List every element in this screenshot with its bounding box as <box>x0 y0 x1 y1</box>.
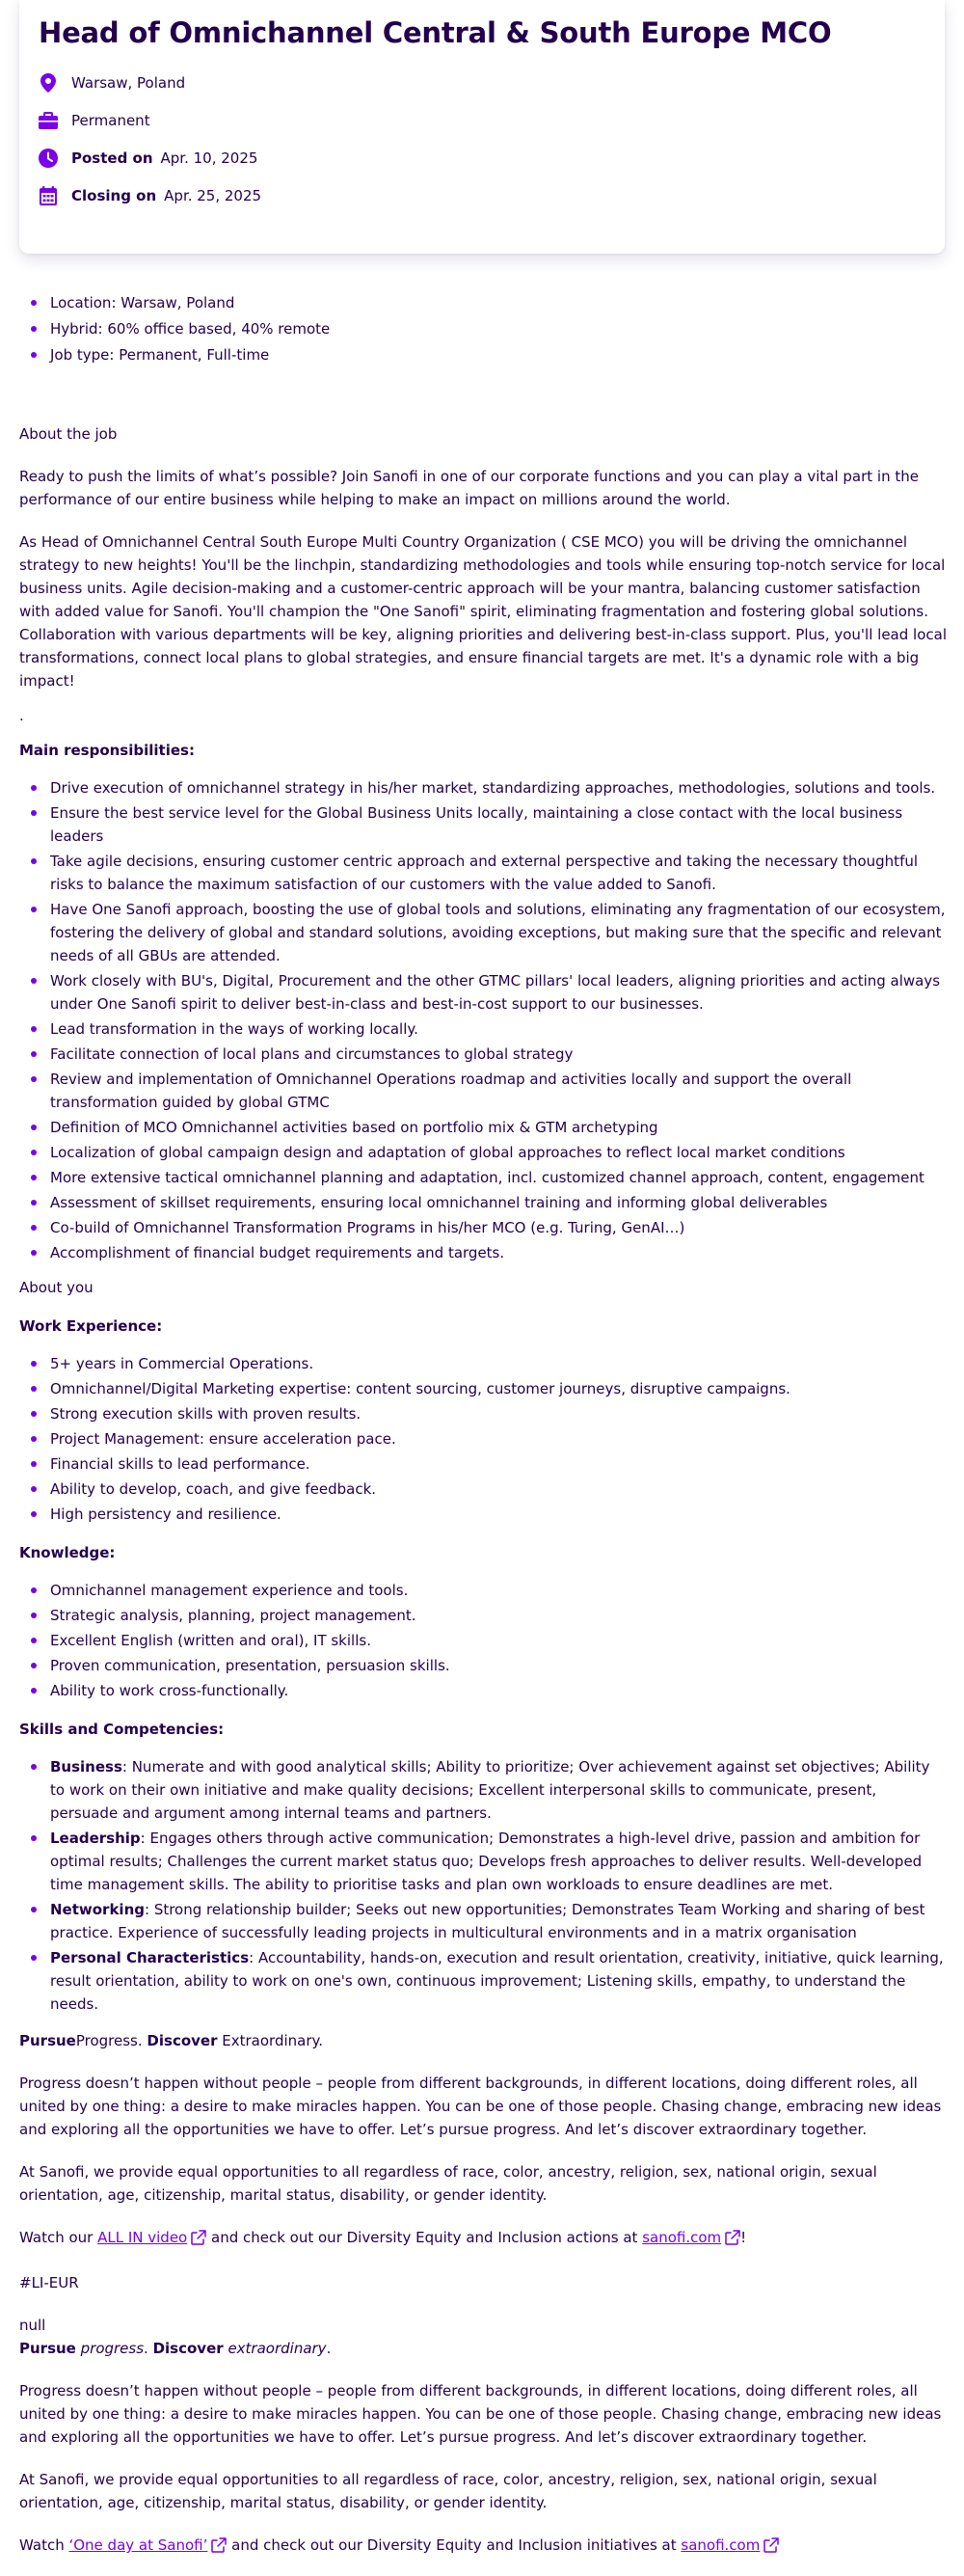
list-item: Take agile decisions, ensuring customer centric approach and external perspective and taking the necessary thoughtful risks to balance the maximum satisfaction of our customers with the value added to Sanofi. <box>19 850 947 896</box>
responsibilities-list <box>19 776 947 1264</box>
page-title: Head of Omnichannel Central & South Europe MCO <box>39 16 832 49</box>
list-item: Accomplishment of financial budget requirements and targets. <box>19 1241 947 1264</box>
briefcase-icon <box>39 111 58 130</box>
watch-line <box>19 2534 947 2560</box>
sanofi-site-link[interactable]: sanofi.com <box>681 2536 761 2554</box>
skill-text: : Accountability, hands-on, execution and result orientation, creativity, initiative, quick learning, result orientation, ability to work on one's own, continuous improvement; Listening skills, empathy, to understand the needs. <box>50 1949 944 2013</box>
list-item: Review and implementation of Omnichannel Operations roadmap and activities locally and support the overall transformation guided by global GTMC <box>19 1068 947 1114</box>
work-experience-list <box>19 1352 947 1526</box>
list-item: Drive execution of omnichannel strategy in his/her market, standardizing approaches, methodologies, solutions and tools. <box>19 776 947 800</box>
about-job-paragraph: Ready to push the limits of what’s possible? Join Sanofi in one of our corporate functions and you can play a vital part in the performance of our entire business while helping to make an impact on millions around the world. <box>19 468 919 508</box>
summary-list <box>19 291 947 366</box>
external-link-icon[interactable] <box>763 2536 779 2560</box>
job-description <box>19 280 947 2560</box>
list-item: Facilitate connection of local plans and circumstances to global strategy <box>19 1043 947 1066</box>
list-item: Ability to develop, coach, and give feedback. <box>19 1478 947 1501</box>
tagline-period: . <box>326 2340 332 2357</box>
tagline-pursue: Pursue <box>19 2340 76 2357</box>
location-row <box>39 64 925 101</box>
list-item: Lead transformation in the ways of working locally. <box>19 1017 947 1041</box>
tagline-pursue: Pursue <box>19 2032 76 2049</box>
tagline-extraordinary: extraordinary <box>223 2340 327 2357</box>
watch-mid: and check out our Diversity Equity and Inclusion initiatives at <box>227 2536 682 2554</box>
list-item: Job type: Permanent, Full-time <box>19 343 947 366</box>
tagline <box>19 2337 947 2360</box>
watch-mid: and check out our Diversity Equity and Inclusion actions at <box>206 2229 643 2246</box>
posted-label: Posted on <box>71 149 153 167</box>
list-item: More extensive tactical omnichannel planning and adaptation, incl. customized channel approach, content, engagement <box>19 1166 947 1189</box>
posted-date: Apr. 10, 2025 <box>160 149 258 167</box>
skills-heading: Skills and Competencies: <box>19 1721 225 1738</box>
skill-text: : Strong relationship builder; Seeks out new opportunities; Demonstrates Team Working and sharing of best practice. Experience of successfully leading projects in multicultural environments and in a matrix organisation <box>50 1901 925 1941</box>
list-item: Proven communication, presentation, persuasion skills. <box>19 1654 947 1677</box>
calendar-icon <box>39 186 58 205</box>
job-type-text: Permanent <box>71 111 150 129</box>
about-job-heading: About the job <box>19 425 118 443</box>
hashtag: #LI-EUR <box>19 2274 79 2291</box>
job-type-row <box>39 101 925 139</box>
skill-text: : Numerate and with good analytical skills; Ability to prioritize; Over achievement against set objectives; Ability to work on their own initiative and make quality decisions; Excellent interpersonal skills to communicate, present, persuade and argument among internal teams and partners. <box>50 1758 930 1822</box>
list-item <box>19 1946 947 2016</box>
skill-label: Networking <box>50 1901 145 1918</box>
closing-paragraph: At Sanofi, we provide equal opportunities to all regardless of race, color, ancestry, religion, sex, national origin, sexual orientation, age, citizenship, marital status, disability, or gender identity. <box>19 2471 877 2511</box>
watch-prefix: Watch our <box>19 2229 98 2246</box>
list-item: Co-build of Omnichannel Transformation Programs in his/her MCO (e.g. Turing, GenAI…) <box>19 1216 947 1239</box>
tagline-progress: Progress. <box>75 2032 147 2049</box>
list-item <box>19 1827 947 1896</box>
list-item: Project Management: ensure acceleration pace. <box>19 1427 947 1451</box>
watch-suffix: ! <box>740 2229 747 2246</box>
list-item: Location: Warsaw, Poland <box>19 291 947 314</box>
closing-paragraph: At Sanofi, we provide equal opportunities to all regardless of race, color, ancestry, religion, sex, national origin, sexual orientation, age, citizenship, marital status, disability, or gender identity. <box>19 2163 877 2204</box>
tagline-discover: Discover <box>152 2340 224 2357</box>
tagline-extraordinary: Extraordinary. <box>217 2032 324 2049</box>
skills-list <box>19 1755 947 2016</box>
list-item: Omnichannel/Digital Marketing expertise: content sourcing, customer journeys, disruptive campaigns. <box>19 1377 947 1400</box>
knowledge-heading: Knowledge: <box>19 1544 116 1561</box>
tagline-period: . <box>144 2340 153 2357</box>
list-item: Ensure the best service level for the Global Business Units locally, maintaining a close contact with the local business leaders <box>19 801 947 848</box>
list-item: Work closely with BU's, Digital, Procurement and the other GTMC pillars' local leaders, aligning priorities and acting always under One Sanofi spirit to deliver best-in-class and best-in-cost support to our businesses. <box>19 969 947 1016</box>
about-job-paragraph: As Head of Omnichannel Central South Europe Multi Country Organization ( CSE MCO) you will be driving the omnichannel strategy to new heights! You'll be the linchpin, standardizing methodologies and tools while ensuring top-notch service for local business units. Agile decision-making and a customer-centric approach will be your mantra, balancing customer satisfaction with added value for Sanofi. You'll champion the "One Sanofi" spirit, eliminating fragmentation and fostering global solutions. Collaboration with various departments will be key, aligning priorities and delivering best-in-class support. Plus, you'll lead local transformations, connect local plans to global strategies, and ensure financial targets are met. It's a dynamic role with a big impact! <box>19 533 947 690</box>
tagline-discover: Discover <box>147 2032 218 2049</box>
list-item <box>19 1755 947 1825</box>
list-item: Omnichannel management experience and tools. <box>19 1579 947 1602</box>
list-item: Hybrid: 60% office based, 40% remote <box>19 317 947 340</box>
responsibilities-heading: Main responsibilities: <box>19 742 195 759</box>
sanofi-site-link[interactable]: sanofi.com <box>642 2229 722 2246</box>
list-item: Localization of global campaign design and adaptation of global approaches to reflect local market conditions <box>19 1141 947 1164</box>
list-item: 5+ years in Commercial Operations. <box>19 1352 947 1375</box>
all-in-video-link[interactable]: ALL IN video <box>97 2229 188 2246</box>
list-item: Financial skills to lead performance. <box>19 1452 947 1476</box>
skill-label: Leadership <box>50 1830 141 1847</box>
knowledge-list <box>19 1579 947 1702</box>
posted-row <box>39 139 925 176</box>
skill-text: : Engages others through active communication; Demonstrates a high-level drive, passion and ambition for optimal results; Challenges the current market status quo; Develops fresh approaches to deliver results. Well-developed time management skills. The ability to prioritise tasks and plan own workloads to ensure deadlines are met. <box>50 1830 923 1893</box>
list-item: Assessment of skillset requirements, ensuring local omnichannel training and informing global deliverables <box>19 1191 947 1214</box>
list-item: Have One Sanofi approach, boosting the use of global tools and solutions, eliminating any fragmentation of our ecosystem, fostering the delivery of global and standard solutions, avoiding exceptions, but making sure that the specific and relevant needs of all GBUs are attended. <box>19 898 947 967</box>
job-header-card <box>19 0 945 254</box>
closing-paragraph: Progress doesn’t happen without people – people from different backgrounds, in different locations, doing different roles, all united by one thing: a desire to make miracles happen. You can be one of those people. Chasing change, embracing new ideas and exploring all the opportunities we have to offer. Let’s pursue progress. And let’s discover extraordinary together. <box>19 2382 942 2446</box>
closing-paragraph: Progress doesn’t happen without people – people from different backgrounds, in different locations, doing different roles, all united by one thing: a desire to make miracles happen. You can be one of those people. Chasing change, embracing new ideas and exploring all the opportunities we have to offer. Let’s pursue progress. And let’s discover extraordinary together. <box>19 2074 942 2138</box>
clock-icon <box>39 149 58 168</box>
tagline-progress: progress <box>75 2340 145 2357</box>
external-link-icon[interactable] <box>211 2536 227 2560</box>
null-text: null <box>19 2317 46 2334</box>
about-you-heading: About you <box>19 1279 94 1296</box>
about-job-dot: . <box>19 707 24 724</box>
closing-label: Closing on <box>71 186 157 204</box>
location-text: Warsaw, Poland <box>71 73 186 92</box>
watch-prefix: Watch <box>19 2536 69 2554</box>
external-link-icon[interactable] <box>725 2229 740 2252</box>
list-item: Strategic analysis, planning, project management. <box>19 1604 947 1627</box>
list-item: High persistency and resilience. <box>19 1503 947 1526</box>
skill-label: Personal Characteristics <box>50 1949 250 1966</box>
skill-label: Business <box>50 1758 122 1776</box>
closing-date: Apr. 25, 2025 <box>164 186 262 204</box>
list-item: Ability to work cross-functionally. <box>19 1679 947 1702</box>
location-pin-icon <box>39 73 58 93</box>
external-link-icon[interactable] <box>191 2229 206 2252</box>
watch-line <box>19 2226 947 2252</box>
list-item: Strong execution skills with proven results. <box>19 1402 947 1425</box>
list-item: Definition of MCO Omnichannel activities based on portfolio mix & GTM archetyping <box>19 1116 947 1139</box>
list-item <box>19 1898 947 1944</box>
list-item: Excellent English (written and oral), IT skills. <box>19 1629 947 1652</box>
one-day-at-sanofi-link[interactable]: ‘One day at Sanofi’ <box>68 2536 208 2554</box>
tagline <box>19 2029 947 2052</box>
work-experience-heading: Work Experience: <box>19 1317 163 1335</box>
closing-row <box>39 176 925 214</box>
